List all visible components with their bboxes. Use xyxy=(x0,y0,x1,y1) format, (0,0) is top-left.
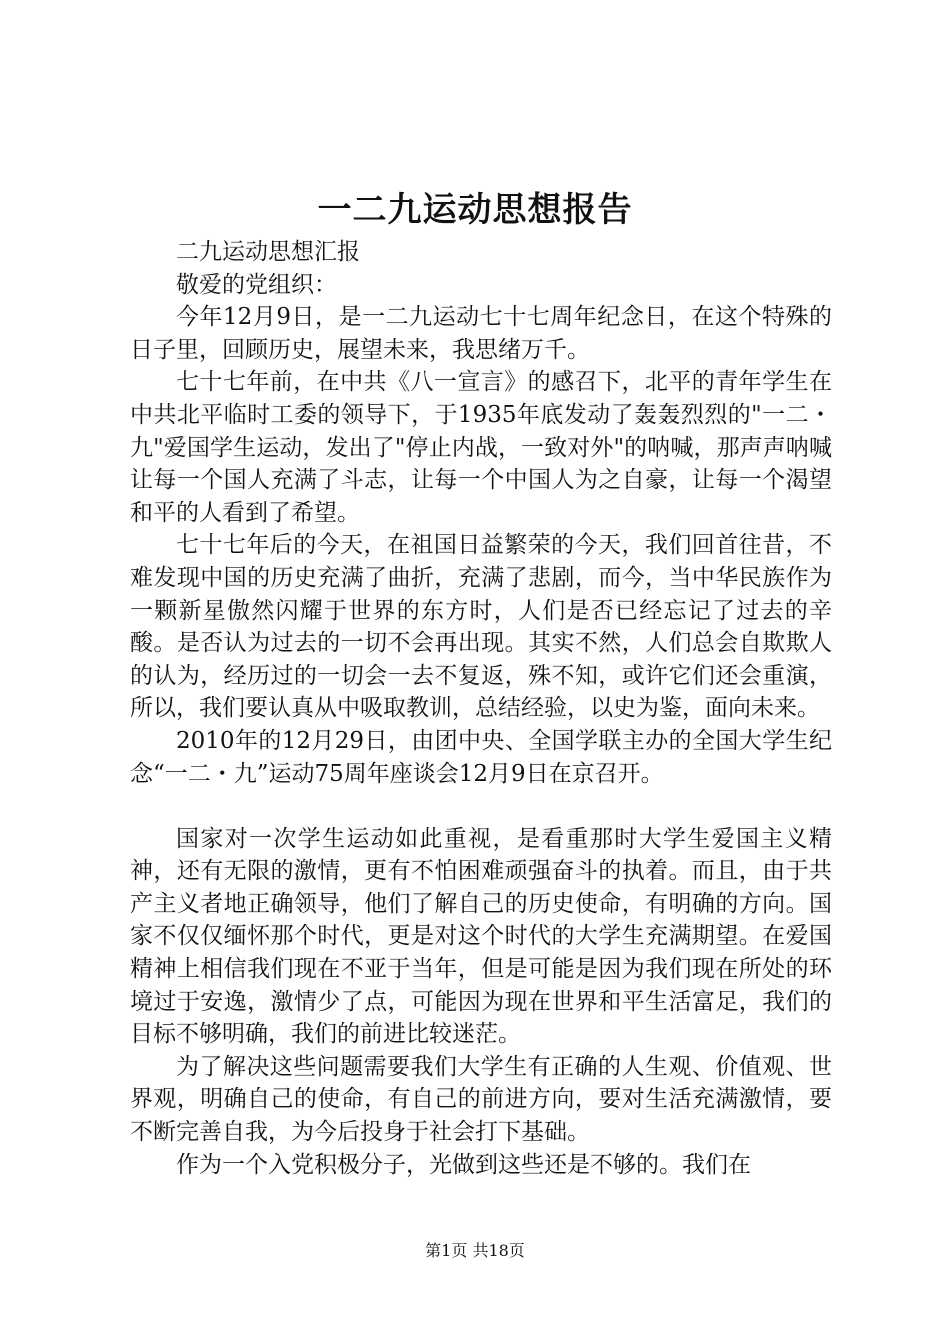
body-paragraph: 七十七年前，在中共《八一宣言》的感召下，北平的青年学生在中共北平临时工委的领导下，于1935年底发动了轰轰烈烈的"一二・九"爱国学生运动，发出了"停止内战，一致对外"的呐喊，那声声呐喊让每一个国人充满了斗志，让每一个中国人为之自豪，让每一个渴望和平的人看到了希望。 xyxy=(130,369,832,526)
body-paragraph: 2010年的12月29日，由团中央、全国学联主办的全国大学生纪念“一二・九”运动75周年座谈会12月9日在京召开。 xyxy=(130,727,832,787)
body-paragraph: 作为一个入党积极分子，光做到这些还是不够的。我们在 xyxy=(176,1151,751,1178)
body-paragraph: 七十七年后的今天，在祖国日益繁荣的今天，我们回首往昔，不难发现中国的历史充满了曲折，充满了悲剧，而今，当中华民族作为一颗新星傲然闪耀于世界的东方时，人们是否已经忘记了过去的辛酸。是否认为过去的一切不会再出现。其实不然，人们总会自欺欺人的认为，经历过的一切会一去不复返，殊不知，或许它们还会重演，所以，我们要认真从中吸取教训，总结经验，以史为鉴，面向未来。 xyxy=(130,532,832,722)
body-paragraph: 国家对一次学生运动如此重视，是看重那时大学生爱国主义精神，还有无限的激情，更有不怕困难顽强奋斗的执着。而且，由于共产主义者地正确领导，他们了解自己的历史使命，有明确的方向。国家不仅仅缅怀那个时代，更是对这个时代的大学生充满期望。在爱国精神上相信我们现在不亚于当年，但是可能是因为我们现在所处的环境过于安逸，激情少了点，可能因为现在世界和平生活富足，我们的目标不够明确，我们的前进比较迷茫。 xyxy=(130,825,832,1048)
body-paragraph: 今年12月9日，是一二九运动七十七周年纪念日，在这个特殊的日子里，回顾历史，展望未来，我思绪万千。 xyxy=(130,304,832,363)
document-body xyxy=(130,236,832,1181)
subtitle-paragraph: 二九运动思想汇报 xyxy=(176,239,360,265)
salutation-paragraph: 敬爱的党组织： xyxy=(176,271,337,298)
page-number-footer: 第1页 共18页 xyxy=(425,1241,525,1260)
blank-line xyxy=(130,790,832,823)
document-title: 一二九运动思想报告 xyxy=(317,190,633,230)
body-paragraph: 为了解决这些问题需要我们大学生有正确的人生观、价值观、世界观，明确自己的使命，有自己的前进方向，要对生活充满激情，要不断完善自我，为今后投身于社会打下基础。 xyxy=(130,1053,832,1146)
